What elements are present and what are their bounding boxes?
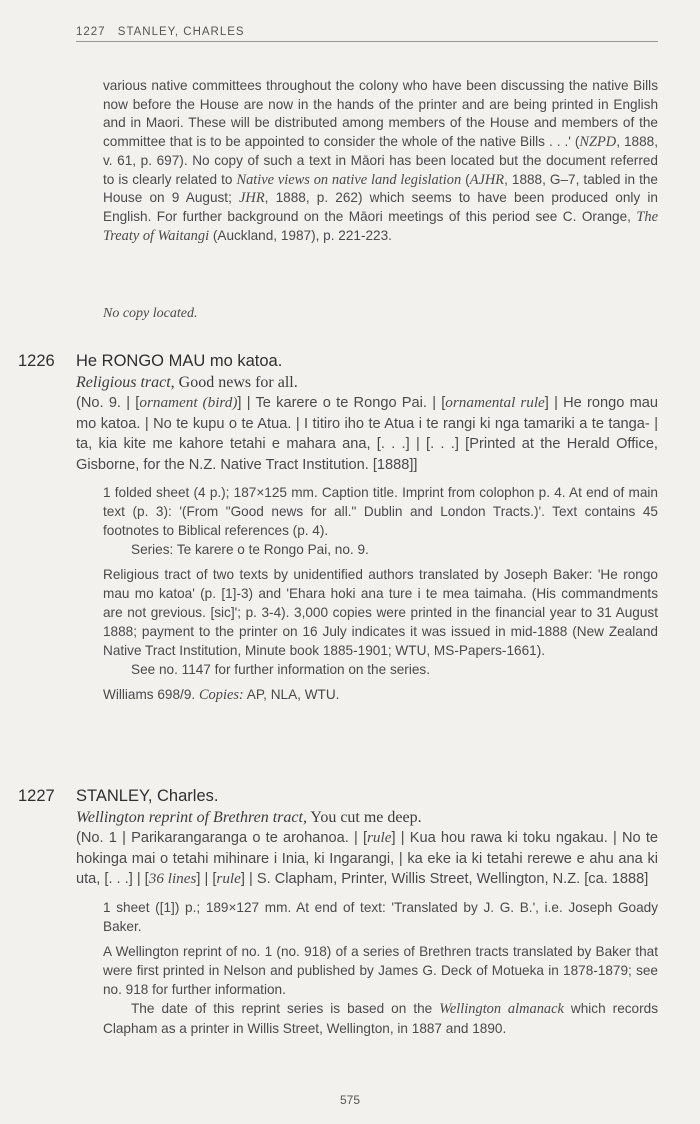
continued-note: various native committees throughout the colony who have been discussing the native Bills now before the House are now in the hands of the printer and are being printed in English and in Maori. These will be distributed among members of the House and members of the committee that is to be appointed to consider the whole of the native Bills . . .' (NZPD, 1888, v. 61, p. 697). No copy of such a text in Māori has been located but the document referred to is clearly related to Native views on native land legislation (AJHR, 1888, G–7, tabled in the House on 9 August; JHR, 1888, p. 262) which seems to have been produced only in English. For further background on the Māori meetings of this period see C. Orange, The Treaty of Waitangi (Auckland, 1987), p. 221-223. (103, 78, 658, 244)
entry-1227 (18, 785, 658, 1038)
page-number: 575 (339, 1093, 361, 1107)
references-copies: Williams 698/9. Copies: AP, NLA, WTU. (103, 687, 340, 703)
entry-number: 1226 (18, 352, 55, 370)
entry-notes (103, 898, 658, 1038)
cross-reference-note: See no. 1147 for further information on the series. (131, 662, 430, 677)
no-copy-note: No copy located. (103, 306, 198, 321)
entry-heading: 1227 STANLEY, Charles. (18, 787, 219, 805)
physical-description: 1 folded sheet (4 p.); 187×125 mm. Caption title. Imprint from colophon p. 4. At end of main text (p. 3): '(From "Good news for all." Dublin and London Tracts.)'. Text contains 45 footnotes to Biblical references (p. 4). (103, 485, 658, 538)
entry-number: 1227 (18, 787, 55, 805)
header-title: STANLEY, CHARLES (117, 26, 245, 38)
entry-notes (103, 483, 658, 705)
physical-description: 1 sheet ([1]) p.; 189×127 mm. At end of text: 'Translated by J. G. B.', i.e. Joseph Goady Baker. (103, 899, 658, 934)
general-note: A Wellington reprint of no. 1 (no. 918) of a series of Brethren tracts translated by Baker that were first printed in Nelson and published by James G. Deck of Motueka in 1878-1879; see no. 918 for further information. (103, 943, 658, 997)
entry-body (76, 807, 658, 890)
title-page-transcription: (No. 9. | [ornament (bird)] | Te karere o te Rongo Pai. | [ornamental rule] | He rongo mau mo katoa. | No te kupu o te Atua. | I titiro iho te Atua i te rangi ki nga tamariki a te tanga- | ta, kia kite me kahore tetahi e mahara ana, [. . .] | [. . .] [Printed at the Herald Office, Gisborne, for the N.Z. Native Tract Institution. [1888]] (76, 394, 658, 473)
header-entry-number: 1227 (76, 26, 106, 38)
dating-note: The date of this reprint series is based on the Wellington almanack which records Clapham as a printer in Willis Street, Wellington, in 1887 and 1890. (103, 1000, 658, 1036)
title-page-transcription: (No. 1 | Parikarangaranga o te arohanoa. | [rule] | Kua hou rawa ki toku ngakau. | No te hokinga mai o tetahi mihinare i Inia, ki Ingarangi, | ka eke ia ki tetahi rerewe e ahu ana ki uta, [. . .] | [36 lines] | [rule] | S. Clapham, Printer, Willis Street, Wellington, N.Z. [ca. 1888] (76, 829, 659, 887)
series-note: Series: Te karere o te Rongo Pai, no. 9. (131, 542, 369, 557)
entry-heading: 1226 He RONGO MAU mo katoa. (18, 352, 283, 370)
entry-body (76, 372, 658, 475)
running-header (76, 26, 658, 42)
entry-title: He RONGO MAU mo katoa (76, 352, 278, 370)
general-note: Religious tract of two texts by unidentified authors translated by Joseph Baker: 'He rongo mau mo katoa' (p. [1]-3) and 'Ehara hoki ana ture i te mea taimaha. (His commandments are not grevious. [sic]'; p. 3-4). 3,000 copies were printed in the financial year to 31 August 1888; payment to the printer on 16 July indicates it was issued in mid-1888 (New Zealand Native Tract Institution, Minute book 1885-1901; WTU, MS-Papers-1661). (103, 567, 658, 658)
entry-title: STANLEY, Charles (76, 787, 214, 805)
entry-1226 (18, 350, 658, 705)
entry-descriptor: Religious tract, Good news for all. (76, 374, 298, 391)
entry-descriptor: Wellington reprint of Brethren tract, You cut me deep. (76, 809, 422, 826)
